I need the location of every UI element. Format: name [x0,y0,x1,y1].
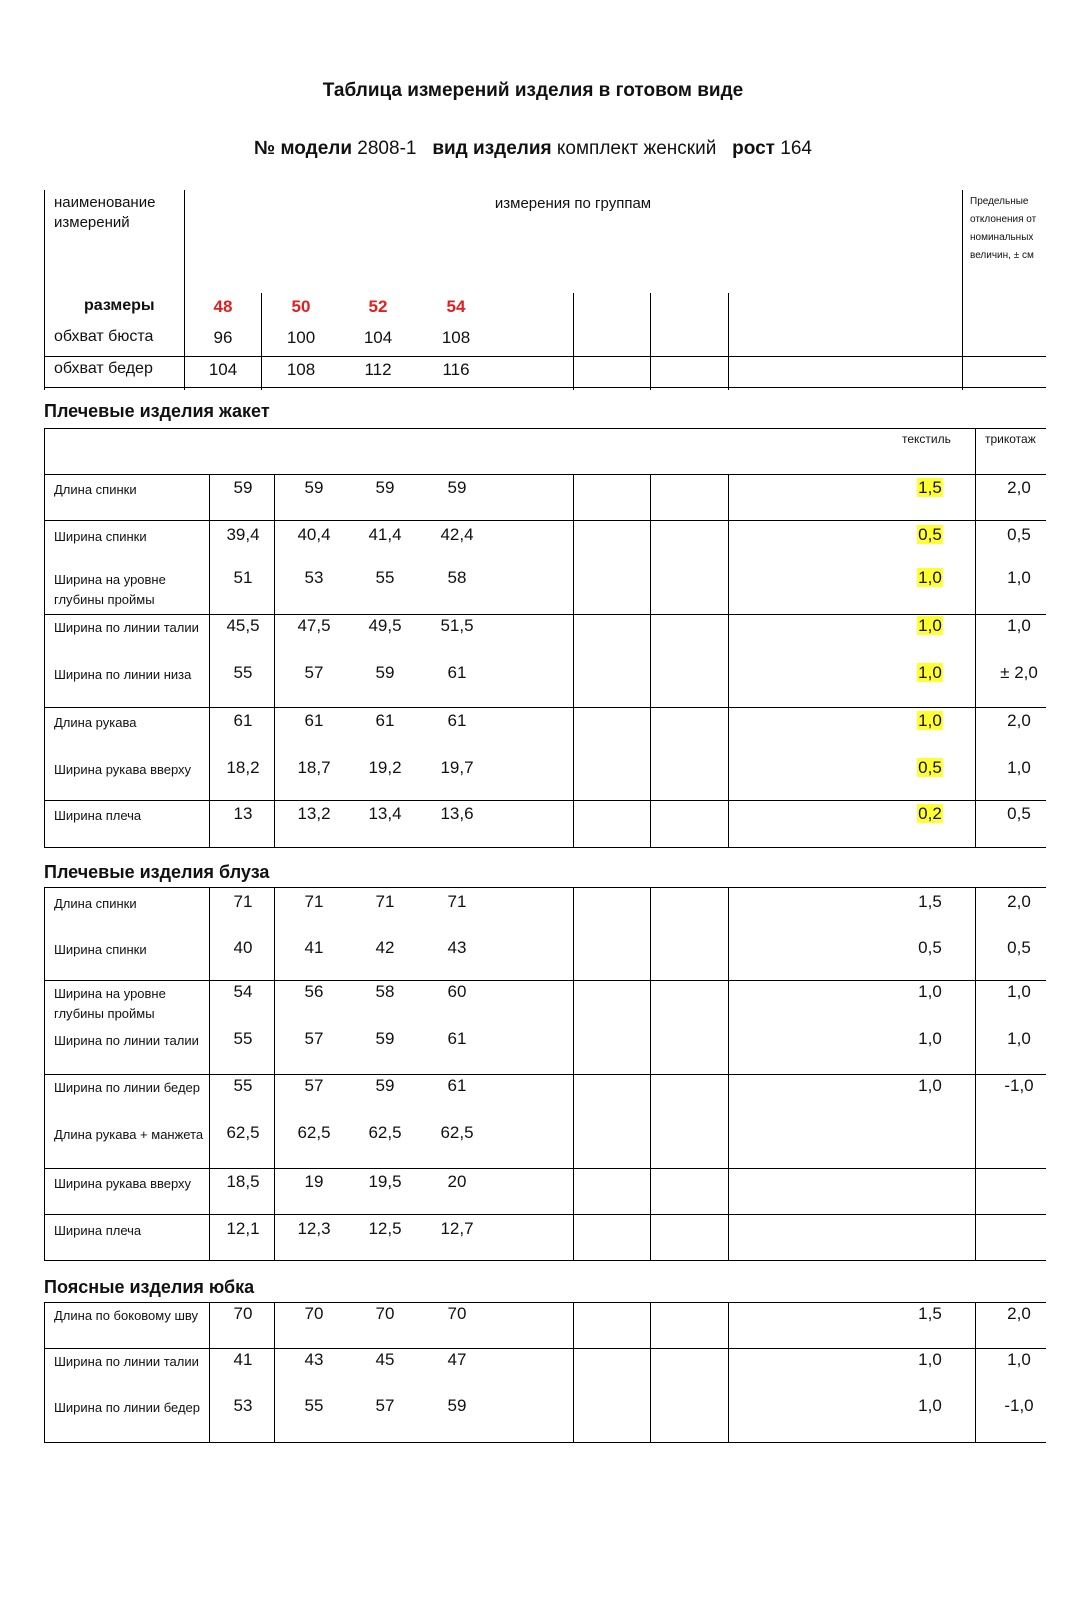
size-value: 57 [304,1076,324,1095]
row-label: Ширина рукава вверху [54,1176,192,1191]
size-value: 61 [447,711,467,730]
measure-label: обхват бедер [54,360,153,377]
table-rule [44,1302,1046,1303]
measure-value: 112 [364,360,392,379]
table-rule [44,1168,1046,1169]
table-rule [44,1214,1046,1215]
size-value: 57 [375,1396,395,1415]
model-value: 2808-1 [357,138,417,159]
table-rule [44,1302,45,1442]
row-label: Ширина спинки [54,942,147,957]
size-header: 54 [446,297,466,316]
size-value: 40,4 [297,525,331,544]
size-value: 12,5 [368,1219,402,1238]
row-label: Ширина на уровне глубины проймы [54,572,166,607]
row-label: Длина рукава [54,715,137,730]
tolerance-textile: 0,5 [918,758,942,777]
section-title: Плечевые изделия жакет [44,401,270,421]
size-header: 48 [213,297,233,316]
table-rule [44,428,45,847]
tolerance-textile: 0,5 [918,938,942,957]
tolerance-knit: 2,0 [1007,892,1031,911]
table-rule [44,707,1046,708]
size-value: 58 [375,982,395,1001]
size-value: 13,2 [297,804,331,823]
tolerance-knit: 1,0 [1007,758,1031,777]
size-value: 59 [375,1029,395,1048]
size-value: 19 [304,1172,324,1191]
size-value: 13,4 [368,804,402,823]
size-value: 58 [447,568,467,587]
size-value: 59 [375,478,395,497]
type-label: вид изделия [432,138,552,159]
section-title: Поясные изделия юбка [44,1277,255,1297]
size-value: 19,7 [440,758,474,777]
size-value: 51,5 [440,616,474,635]
size-value: 61 [447,1029,467,1048]
measure-value: 96 [213,328,233,347]
tolerance-textile: 1,0 [918,663,942,682]
size-value: 13,6 [440,804,474,823]
height-value: 164 [780,138,812,159]
size-header: 52 [368,297,388,316]
tolerance-textile: 1,0 [918,568,942,587]
size-value: 61 [233,711,253,730]
size-value: 19,2 [368,758,402,777]
groups-header: измерения по группам [494,195,652,212]
model-info [0,138,1066,160]
table-rule [44,428,1046,429]
tolerance-textile: 1,5 [918,478,942,497]
type-value: комплект женский [556,138,717,159]
table-rule [44,614,1046,615]
size-value: 43 [304,1350,324,1369]
size-value: 12,7 [440,1219,474,1238]
row-label: Ширина плеча [54,1223,142,1238]
tolerance-knit: 0,5 [1007,804,1031,823]
model-label: № модели [254,138,353,159]
page-title: Таблица измерений изделия в готовом виде [322,80,744,101]
size-value: 51 [233,568,253,587]
size-value: 57 [304,663,324,682]
size-header: 50 [291,297,311,316]
size-value: 59 [304,478,324,497]
row-label: Длина рукава + манжета [54,1127,204,1142]
size-value: 60 [447,982,467,1001]
size-value: 61 [447,1076,467,1095]
table-rule [728,293,729,390]
tolerance-textile: 1,0 [918,1076,942,1095]
table-rule [975,428,976,847]
tolerance-textile: 1,0 [918,982,942,1001]
size-value: 59 [375,1076,395,1095]
measure-value: 104 [363,328,393,347]
size-value: 59 [233,478,253,497]
row-label: Ширина по линии бедер [54,1080,201,1095]
table-rule [274,474,275,847]
tolerance-textile: 1,0 [918,616,942,635]
tolerance-header: Предельные отклонения от номинальных величин, ± см [970,196,1037,261]
tolerance-knit: ± 2,0 [1000,663,1038,682]
table-rule [975,1302,976,1442]
size-value: 70 [304,1304,324,1323]
size-value: 19,5 [368,1172,402,1191]
measure-value: 108 [441,328,471,347]
size-value: 45,5 [226,616,260,635]
measure-value: 116 [442,360,470,379]
size-value: 71 [233,892,253,911]
table-rule [261,293,262,390]
tolerance-textile: 1,0 [918,1396,942,1415]
size-value: 70 [233,1304,253,1323]
tolerance-knit: 0,5 [1007,525,1031,544]
size-value: 41,4 [368,525,402,544]
size-value: 42 [375,938,395,957]
table-rule [650,293,651,390]
measure-value: 108 [286,360,316,379]
tolerance-knit: 0,5 [1007,938,1031,957]
tolerance-knit: 1,0 [1007,616,1031,635]
size-value: 59 [447,478,467,497]
size-value: 54 [233,982,253,1001]
table-rule [962,190,963,390]
tolerance-knit: -1,0 [1004,1076,1034,1095]
col-knit-header: трикотаж [985,432,1036,446]
size-value: 20 [447,1172,467,1191]
row-label: Ширина по линии талии [54,620,199,635]
table-rule [44,520,1046,521]
size-value: 13 [233,804,253,823]
size-value: 55 [375,568,395,587]
table-rule [44,1442,1046,1443]
row-label: Ширина по линии бедер [54,1400,201,1415]
row-label: Ширина по линии талии [54,1033,199,1048]
height-label: рост [732,138,775,159]
table-rule [44,1074,1046,1075]
tolerance-textile: 1,5 [918,892,942,911]
tolerance-knit: 1,0 [1007,982,1031,1001]
size-value: 53 [304,568,324,587]
sizes-label: размеры [84,297,155,314]
tolerance-knit: 1,0 [1007,568,1031,587]
size-value: 47 [447,1350,467,1369]
table-rule [44,1260,1046,1261]
size-value: 55 [233,1076,253,1095]
size-value: 12,3 [297,1219,331,1238]
measure-value: 104 [208,360,238,379]
table-rule [44,190,45,390]
table-rule [44,474,1046,475]
size-value: 47,5 [297,616,331,635]
size-value: 12,1 [226,1219,260,1238]
size-value: 42,4 [440,525,474,544]
size-value: 55 [233,1029,253,1048]
tolerance-knit: 2,0 [1007,1304,1031,1323]
size-value: 55 [233,663,253,682]
tolerance-textile: 0,2 [918,804,942,823]
size-value: 59 [375,663,395,682]
name-header: наименование измерений [54,194,156,231]
size-value: 56 [304,982,324,1001]
size-value: 55 [304,1396,324,1415]
table-rule [650,1302,651,1442]
size-value: 71 [375,892,395,911]
size-value: 62,5 [368,1123,402,1142]
size-value: 59 [447,1396,467,1415]
size-value: 61 [447,663,467,682]
size-value: 70 [375,1304,395,1323]
size-value: 40 [233,938,253,957]
tolerance-textile: 1,5 [918,1304,942,1323]
row-label: Ширина рукава вверху [54,762,192,777]
row-label: Ширина плеча [54,808,142,823]
size-value: 71 [304,892,324,911]
row-label: Ширина по линии низа [54,667,192,682]
size-value: 62,5 [440,1123,474,1142]
size-value: 41 [304,938,324,957]
size-value: 43 [447,938,467,957]
tolerance-knit: 1,0 [1007,1350,1031,1369]
size-value: 18,2 [226,758,260,777]
table-rule [274,1302,275,1442]
table-rule [650,474,651,847]
measure-value: 100 [286,328,316,347]
section-title: Плечевые изделия блуза [44,862,270,882]
table-rule [728,474,729,847]
row-label: Ширина по линии талии [54,1354,199,1369]
table-rule [44,356,1046,357]
col-textile-header: текстиль [902,432,951,446]
tolerance-knit: 2,0 [1007,711,1031,730]
table-rule [573,1302,574,1442]
size-value: 45 [375,1350,395,1369]
size-value: 53 [233,1396,253,1415]
table-rule [44,800,1046,801]
size-value: 41 [233,1350,253,1369]
tolerance-textile: 1,0 [918,1029,942,1048]
size-value: 61 [304,711,324,730]
measure-label: обхват бюста [54,328,154,345]
table-rule [573,474,574,847]
size-value: 18,7 [297,758,331,777]
table-rule [728,1302,729,1442]
tolerance-knit: 2,0 [1007,478,1031,497]
size-value: 62,5 [226,1123,260,1142]
size-value: 18,5 [226,1172,260,1191]
tolerance-knit: 1,0 [1007,1029,1031,1048]
table-rule [209,1302,210,1442]
row-label: Длина спинки [54,482,137,497]
table-rule [184,190,185,390]
row-label: Длина спинки [54,896,137,911]
tolerance-textile: 0,5 [918,525,942,544]
tolerance-textile: 1,0 [918,711,942,730]
row-label: Длина по боковому шву [54,1308,199,1323]
size-value: 70 [447,1304,467,1323]
table-rule [209,474,210,847]
size-value: 57 [304,1029,324,1048]
size-value: 62,5 [297,1123,331,1142]
table-rule [44,847,1046,848]
row-label: Ширина на уровне глубины проймы [54,986,166,1021]
size-value: 61 [375,711,395,730]
size-value: 71 [447,892,467,911]
row-label: Ширина спинки [54,529,147,544]
tolerance-textile: 1,0 [918,1350,942,1369]
table-rule [44,1348,1046,1349]
tolerance-knit: -1,0 [1004,1396,1034,1415]
size-value: 39,4 [226,525,260,544]
table-rule [44,980,1046,981]
table-rule [44,387,1046,388]
table-rule [573,293,574,390]
table-rule [44,887,1046,888]
size-value: 49,5 [368,616,402,635]
